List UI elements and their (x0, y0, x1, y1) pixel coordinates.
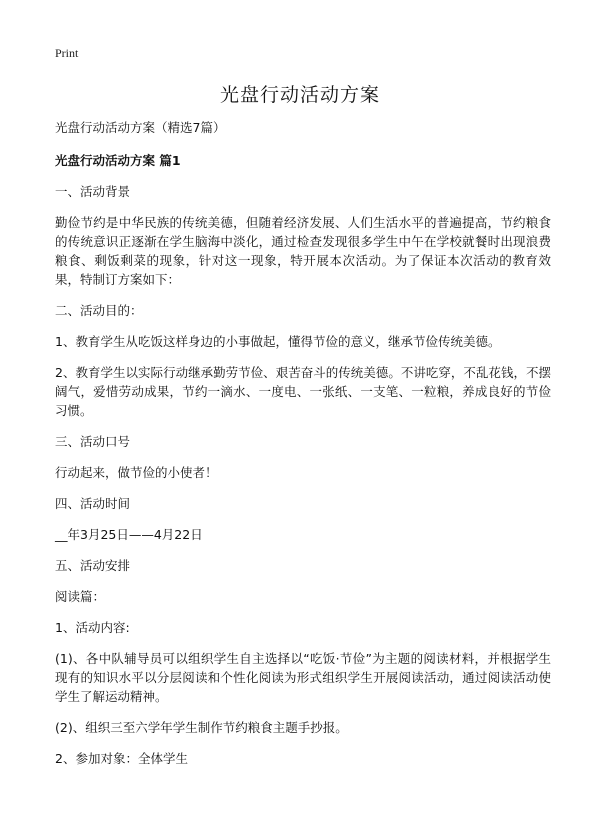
paragraph-heading-background: 一、活动背景 (55, 184, 131, 199)
paragraph-participants: 2、参加对象：全体学生 (55, 751, 188, 766)
paragraph-heading-purpose: 二、活动目的： (55, 303, 143, 318)
paragraph-content-heading: 1、活动内容: (55, 620, 130, 635)
paragraph-heading-arrangement: 五、活动安排 (55, 558, 131, 573)
document-title: 光盘行动活动方案 (219, 84, 380, 106)
paragraph-background: 勤俭节约是中华民族的传统美德，但随着经济发展、人们生活水平的普遍提高，节约粮食的传统意识正逐渐在学生脑海中淡化，通过检查发现很多学生中午在学校就餐时出现浪费粮食、剩饭剩菜的现象，针对这一现象，特开展本次活动。为了保证本次活动的教育效果，特制订方案如下： (55, 215, 551, 287)
paragraph-purpose-1: 1、教育学生从吃饭这样身边的小事做起，懂得节俭的意义，继承节俭传统美德。 (55, 334, 501, 349)
print-link[interactable]: Print (55, 46, 79, 60)
paragraph-purpose-2: 2、教育学生以实际行动继承勤劳节俭、艰苦奋斗的传统美德。不讲吃穿，不乱花钱，不摆阔气，爱惜劳动成果，节约一滴水、一度电、一张纸、一支笔、一粒粮，养成良好的节俭习惯。 (55, 365, 551, 418)
paragraph-content-1: (1)、各中队辅导员可以组织学生自主选择以“吃饭·节俭”为主题的阅读材料，并根据学生现有的知识水平以分层阅读和个性化阅读为形式组织学生开展阅读活动，通过阅读活动使学生了解运动精神。 (55, 651, 551, 704)
paragraph-reading: 阅读篇： (55, 589, 106, 604)
paragraph-slogan: 行动起来，做节俭的小使者！ (55, 465, 218, 480)
paragraph-heading-time: 四、活动时间 (55, 496, 131, 511)
paragraph-heading-slogan: 三、活动口号 (55, 434, 131, 449)
paragraph-content-2: (2)、组织三至六学年学生制作节约粮食主题手抄报。 (55, 720, 348, 735)
document-body (55, 118, 551, 780)
paragraph-time: __年3月25日——4月22日 (55, 527, 203, 542)
document-subtitle: 光盘行动活动方案（精选7篇） (55, 120, 226, 135)
section-title: 光盘行动活动方案 篇1 (55, 153, 181, 168)
